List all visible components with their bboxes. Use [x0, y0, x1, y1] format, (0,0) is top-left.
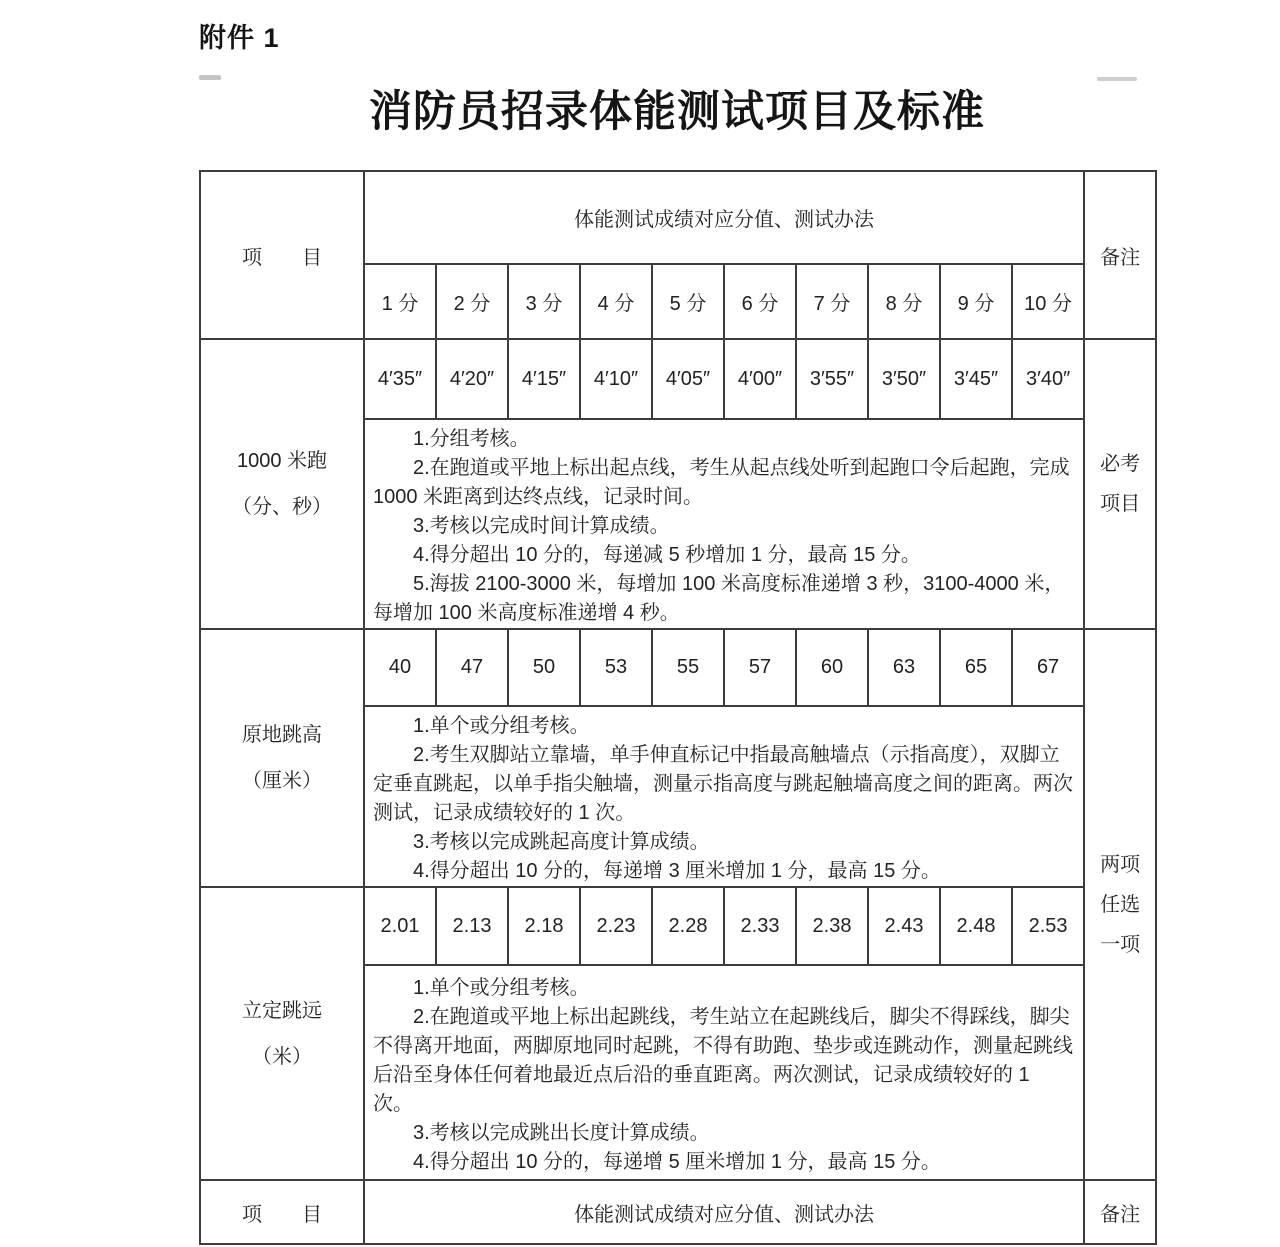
score-col-header: 8 分 [868, 264, 940, 339]
method-step: 1.单个或分组考核。 [413, 976, 590, 999]
score-value-cell: 4′35″ [364, 339, 436, 419]
score-col-header: 5 分 [652, 264, 724, 339]
method-step: 1.单个或分组考核。 [413, 715, 590, 737]
score-value-cell: 3′45″ [940, 339, 1012, 419]
score-col-header: 4 分 [580, 264, 652, 339]
method-step: 4.得分超出 10 分的，每递增 3 厘米增加 1 分，最高 15 分。 [413, 860, 941, 882]
score-value-cell: 4′00″ [724, 339, 796, 419]
score-col-header: 6 分 [724, 264, 796, 339]
score-col-header: 2 分 [436, 264, 508, 339]
header-item-cell: 项 目 [200, 171, 364, 339]
method-step: 1.分组考核。 [413, 428, 530, 450]
score-value-cell: 2.33 [724, 887, 796, 965]
method-step: 4.得分超出 10 分的，每递减 5 秒增加 1 分，最高 15 分。 [413, 544, 921, 566]
header-score-method-cell: 体能测试成绩对应分值、测试办法 [364, 171, 1084, 264]
score-value-cell: 47 [436, 629, 508, 706]
footer-item-cell: 项 目 [200, 1180, 364, 1244]
item-label-line: 立定跳远 [242, 999, 322, 1022]
score-col-header: 7 分 [796, 264, 868, 339]
score-value-cell: 63 [868, 629, 940, 706]
score-col-header: 1 分 [364, 264, 436, 339]
score-value-cell: 2.48 [940, 887, 1012, 965]
method-step: 3.考核以完成跳出长度计算成绩。 [413, 1121, 710, 1144]
attachment-label: 附件 1 [199, 23, 280, 53]
score-value-cell: 60 [796, 629, 868, 706]
score-value-cell: 2.13 [436, 887, 508, 965]
score-value-cell: 40 [364, 629, 436, 706]
item-cell-high-jump [200, 629, 364, 887]
score-value-cell: 2.38 [796, 887, 868, 965]
method-step: 2.在跑道或平地上标出起跳线，考生站立在起跳线后，脚尖不得踩线，脚尖不得离开地面，两脚原地同时起跳，不得有助跑、垫步或连跳动作，测量起跳线后沿至身体任何着地最近点后沿的垂直距离。两次测试，记录成绩较好的 1 次。 [373, 1005, 1073, 1115]
score-value-cell: 50 [508, 629, 580, 706]
method-step: 3.考核以完成时间计算成绩。 [413, 515, 670, 537]
score-value-cell: 4′10″ [580, 339, 652, 419]
score-value-cell: 2.01 [364, 887, 436, 965]
score-col-header: 10 分 [1012, 264, 1084, 339]
method-cell-long-jump [364, 965, 1084, 1180]
score-value-cell: 2.43 [868, 887, 940, 965]
score-value-cell: 2.18 [508, 887, 580, 965]
method-step: 2.考生双脚站立靠墙，单手伸直标记中指最高触墙点（示指高度），双脚立定垂直跳起，以单手指尖触墙，测量示指高度与跳起触墙高度之间的距离。两次测试，记录成绩较好的 1 次。 [373, 744, 1073, 824]
footer-score-method-cell: 体能测试成绩对应分值、测试办法 [364, 1180, 1084, 1244]
row-highjump-values [200, 629, 1156, 706]
method-step: 2.在跑道或平地上标出起点线，考生从起点线处听到起跑口令后起跑，完成 1000 米距离到达终点线，记录时间。 [373, 457, 1070, 508]
item-label-line: （米） [252, 1045, 312, 1068]
score-value-cell: 3′50″ [868, 339, 940, 419]
score-value-cell: 2.53 [1012, 887, 1084, 965]
score-value-cell: 65 [940, 629, 1012, 706]
footer-remark-cell: 备注 [1084, 1180, 1156, 1244]
item-label-line: （厘米） [242, 770, 322, 792]
score-value-cell: 4′20″ [436, 339, 508, 419]
score-value-cell: 3′55″ [796, 339, 868, 419]
item-cell-long-jump [200, 887, 364, 1180]
row-longjump-values [200, 887, 1156, 965]
method-cell-high-jump [364, 706, 1084, 887]
method-step: 3.考核以完成跳起高度计算成绩。 [413, 831, 710, 853]
score-value-cell: 3′40″ [1012, 339, 1084, 419]
score-value-cell: 4′05″ [652, 339, 724, 419]
score-value-cell: 4′15″ [508, 339, 580, 419]
item-label-line: （分、秒） [232, 496, 332, 518]
footer-header-row [200, 1180, 1156, 1244]
item-label-line: 原地跳高 [242, 724, 322, 746]
fitness-standards-table [199, 170, 1157, 1245]
item-cell-1000m-run [200, 339, 364, 629]
header-row-top [200, 171, 1156, 264]
score-value-cell: 2.28 [652, 887, 724, 965]
score-value-cell: 55 [652, 629, 724, 706]
score-value-cell: 2.23 [580, 887, 652, 965]
remark-cell-mandatory: 必考项目 [1084, 339, 1156, 629]
row-1000m-values [200, 339, 1156, 419]
method-cell-1000m-run [364, 419, 1084, 629]
score-col-header: 9 分 [940, 264, 1012, 339]
document-title: 消防员招录体能测试项目及标准 [369, 89, 985, 136]
item-label-line: 1000 米跑 [236, 450, 328, 472]
score-col-header: 3 分 [508, 264, 580, 339]
score-value-cell: 67 [1012, 629, 1084, 706]
score-value-cell: 53 [580, 629, 652, 706]
method-step: 5.海拔 2100-3000 米，每增加 100 米高度标准递增 3 秒，3100-4000 米，每增加 100 米高度标准递增 4 秒。 [373, 573, 1065, 624]
score-value-cell: 57 [724, 629, 796, 706]
remark-cell-choose-one: 两项任选一项 [1084, 629, 1156, 1180]
method-step: 4.得分超出 10 分的，每递增 5 厘米增加 1 分，最高 15 分。 [413, 1150, 941, 1173]
header-remark-cell: 备注 [1084, 171, 1156, 339]
